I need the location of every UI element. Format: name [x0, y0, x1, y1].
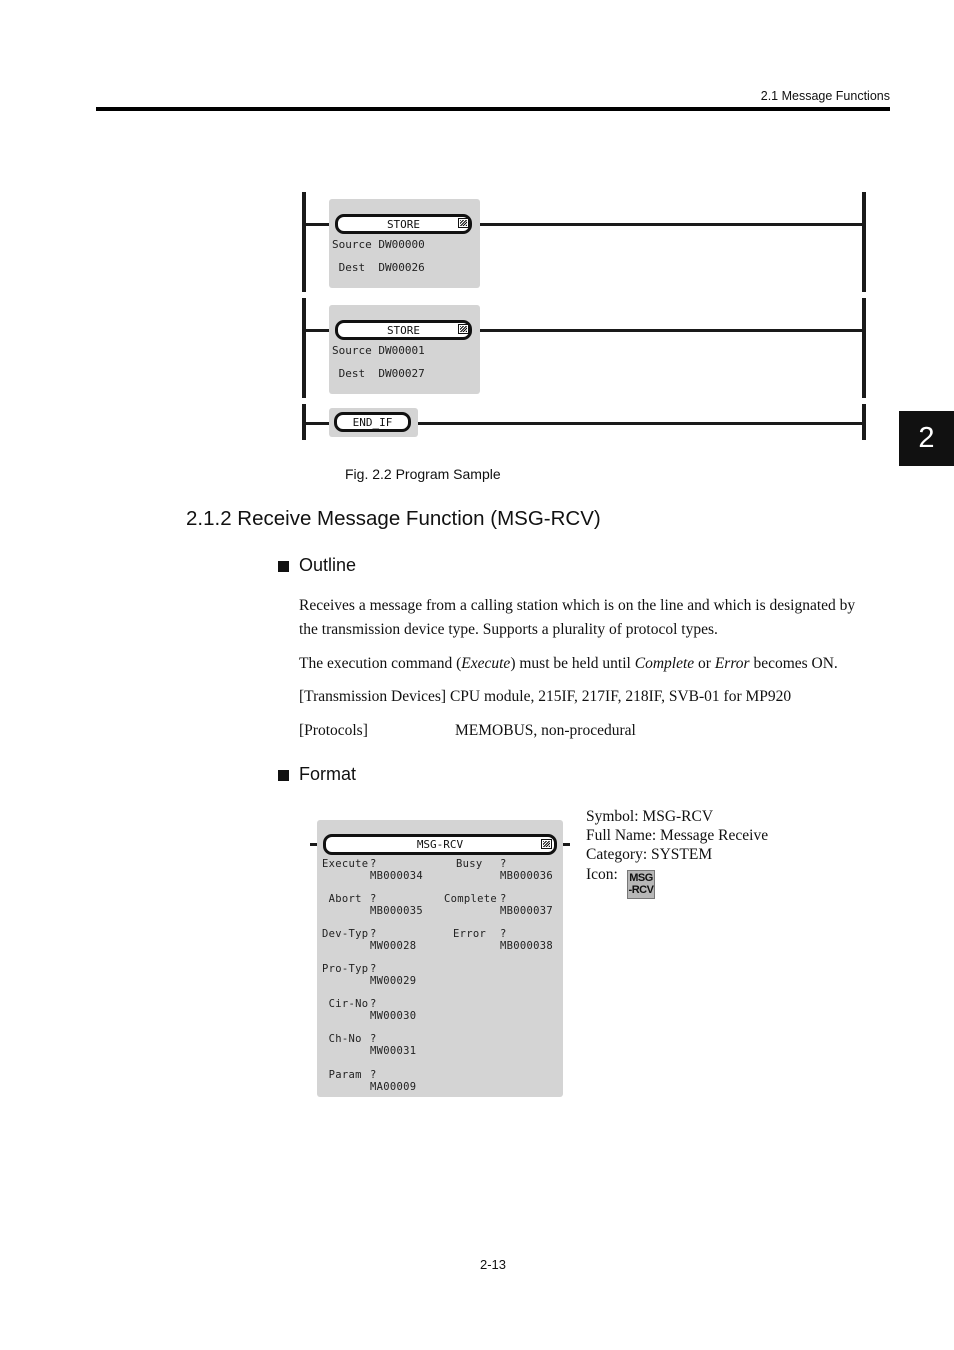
- icon-label: Icon:: [586, 866, 618, 883]
- input-address: MA00009: [370, 1081, 417, 1093]
- rung-wire: [412, 422, 862, 425]
- block-title: MSG-RCV: [323, 834, 557, 855]
- header-rule: [96, 107, 890, 111]
- input-address: MW00029: [370, 975, 417, 987]
- icon-text: -RCV: [628, 884, 654, 896]
- left-power-rail: [302, 298, 306, 398]
- protocols-label: [Protocols]: [299, 722, 368, 739]
- chapter-tab: 2: [899, 411, 954, 466]
- block-icon: [458, 218, 469, 228]
- input-placeholder: ?: [370, 998, 377, 1010]
- input-label: Pro-Typ: [322, 963, 369, 975]
- input-label: Ch-No: [322, 1033, 362, 1045]
- block-title: END_IF: [334, 412, 411, 432]
- dest-operand: Dest DW00027: [332, 367, 425, 380]
- source-operand: Source DW00000: [332, 238, 425, 251]
- output-label: Complete: [444, 893, 497, 905]
- end-if-block: [329, 408, 418, 437]
- text-run: The execution command (: [299, 655, 462, 672]
- input-label: Param: [322, 1069, 362, 1081]
- input-address: MW00031: [370, 1045, 417, 1057]
- square-bullet-icon: [278, 561, 289, 572]
- input-address: MW00028: [370, 940, 417, 952]
- ladder-figure: [300, 190, 870, 445]
- category-line: Category: SYSTEM: [586, 846, 713, 863]
- rung-wire: [472, 329, 862, 332]
- complete-term: Complete: [634, 655, 695, 672]
- input-label: Execute: [322, 858, 369, 870]
- section-heading: 2.1.2 Receive Message Function (MSG-RCV): [186, 507, 601, 530]
- symbol-line: Symbol: MSG-RCV: [586, 808, 714, 825]
- input-label: Abort: [322, 893, 362, 905]
- output-placeholder: ?: [500, 893, 507, 905]
- input-placeholder: ?: [370, 1069, 377, 1081]
- figure-caption: Fig. 2.2 Program Sample: [345, 466, 501, 482]
- transmission-devices: [Transmission Devices] CPU module, 215IF, 217IF, 218IF, SVB-01 for MP920: [299, 688, 792, 705]
- paragraph-line: the transmission device type. Supports a plurality of protocol types.: [299, 621, 718, 638]
- source-operand: Source DW00001: [332, 344, 425, 357]
- output-address: MB000037: [500, 905, 553, 917]
- msg-rcv-block: [317, 820, 563, 1097]
- block-title: STORE: [335, 320, 472, 340]
- input-address: MB000035: [370, 905, 423, 917]
- square-bullet-icon: [278, 770, 289, 781]
- text-run: becomes ON.: [749, 655, 838, 672]
- input-placeholder: ?: [370, 858, 377, 870]
- left-power-rail: [302, 192, 306, 292]
- dest-operand: Dest DW00026: [332, 261, 425, 274]
- block-icon: [458, 324, 469, 334]
- right-power-rail: [862, 192, 866, 292]
- output-address: MB000038: [500, 940, 553, 952]
- format-heading: Format: [299, 764, 357, 784]
- output-placeholder: ?: [500, 928, 507, 940]
- store-block: [329, 305, 480, 394]
- input-placeholder: ?: [370, 963, 377, 975]
- protocols-value: MEMOBUS, non-procedural: [455, 722, 636, 739]
- output-placeholder: ?: [500, 858, 507, 870]
- block-icon: [541, 839, 552, 849]
- input-placeholder: ?: [370, 928, 377, 940]
- icon-text: MSG: [629, 872, 653, 884]
- page-number: 2-13: [480, 1257, 507, 1272]
- paragraph-line: Receives a message from a calling station which is on the line and which is designated by: [299, 597, 856, 614]
- output-address: MB000036: [500, 870, 553, 882]
- store-block: [329, 199, 480, 288]
- outline-heading: Outline: [299, 555, 357, 575]
- outline-paragraph-1: [299, 594, 889, 642]
- input-label: Cir-No: [322, 998, 369, 1010]
- outline-paragraph-2: [299, 652, 838, 676]
- msg-rcv-icon: [627, 870, 655, 899]
- input-placeholder: ?: [370, 893, 377, 905]
- execute-term: Execute: [461, 655, 511, 672]
- rung-wire: [472, 223, 862, 226]
- running-head: 2.1 Message Functions: [760, 89, 890, 103]
- input-placeholder: ?: [370, 1033, 377, 1045]
- output-label: Error: [453, 928, 487, 940]
- right-power-rail: [862, 404, 866, 440]
- full-name-line: Full Name: Message Receive: [586, 827, 769, 844]
- input-address: MB000034: [370, 870, 423, 882]
- block-title: STORE: [335, 214, 472, 234]
- output-label: Busy: [456, 858, 483, 870]
- error-term: Error: [714, 655, 750, 672]
- text-run: or: [694, 655, 715, 672]
- input-label: Dev-Typ: [322, 928, 369, 940]
- text-run: ) must be held until: [510, 655, 635, 672]
- input-address: MW00030: [370, 1010, 417, 1022]
- right-power-rail: [862, 298, 866, 398]
